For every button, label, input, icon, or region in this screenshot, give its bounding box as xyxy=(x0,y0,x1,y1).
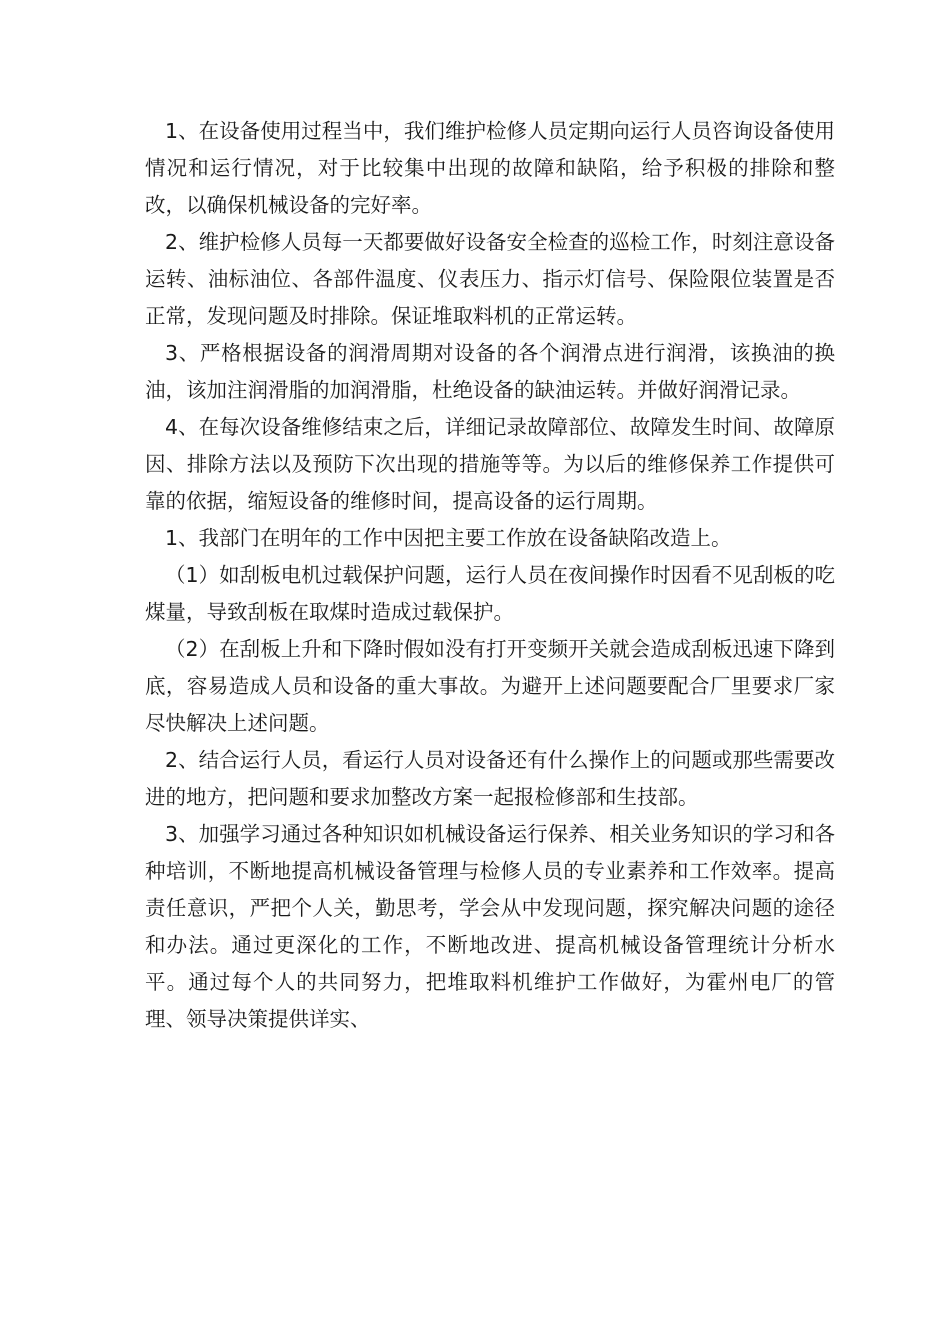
paragraph-plan-1-sub-2: （2）在刮板上升和下降时假如没有打开变频开关就会造成刮板迅速下降到底，容易造成人员和设备的重大事故。为避开上述问题要配合厂里要求厂家尽快解决上述问题。 xyxy=(145,637,835,735)
paragraph-maintenance-2: 2、维护检修人员每一天都要做好设备安全检查的巡检工作，时刻注意设备运转、油标油位、各部件温度、仪表压力、指示灯信号、保险限位装置是否正常，发现问题及时排除。保证堆取料机的正常运转。 xyxy=(145,230,835,328)
paragraph-plan-2: 2、结合运行人员，看运行人员对设备还有什么操作上的问题或那些需要改进的地方，把问题和要求加整改方案一起报检修部和生技部。 xyxy=(145,748,835,809)
paragraph-maintenance-3: 3、严格根据设备的润滑周期对设备的各个润滑点进行润滑，该换油的换油，该加注润滑脂的加润滑脂，杜绝设备的缺油运转。并做好润滑记录。 xyxy=(145,341,835,402)
document-body xyxy=(145,113,835,1038)
paragraph-plan-3: 3、加强学习通过各种知识如机械设备运行保养、相关业务知识的学习和各种培训，不断地提高机械设备管理与检修人员的专业素养和工作效率。提高责任意识，严把个人关，勤思考，学会从中发现问题，探究解决问题的途径和办法。通过更深化的工作，不断地改进、提高机械设备管理统计分析水平。通过每个人的共同努力，把堆取料机维护工作做好，为霍州电厂的管理、领导决策提供详实、 xyxy=(145,822,835,1031)
paragraph-maintenance-4: 4、在每次设备维修结束之后，详细记录故障部位、故障发生时间、故障原因、排除方法以及预防下次出现的措施等等。为以后的维修保养工作提供可靠的依据，缩短设备的维修时间，提高设备的运行周期。 xyxy=(145,415,835,513)
paragraph-plan-1: 1、我部门在明年的工作中因把主要工作放在设备缺陷改造上。 xyxy=(165,526,732,550)
paragraph-plan-1-sub-1: （1）如刮板电机过载保护问题，运行人员在夜间操作时因看不见刮板的吃煤量，导致刮板在取煤时造成过载保护。 xyxy=(145,563,835,624)
paragraph-maintenance-1: 1、在设备使用过程当中，我们维护检修人员定期向运行人员咨询设备使用情况和运行情况，对于比较集中出现的故障和缺陷，给予积极的排除和整改，以确保机械设备的完好率。 xyxy=(145,119,835,217)
